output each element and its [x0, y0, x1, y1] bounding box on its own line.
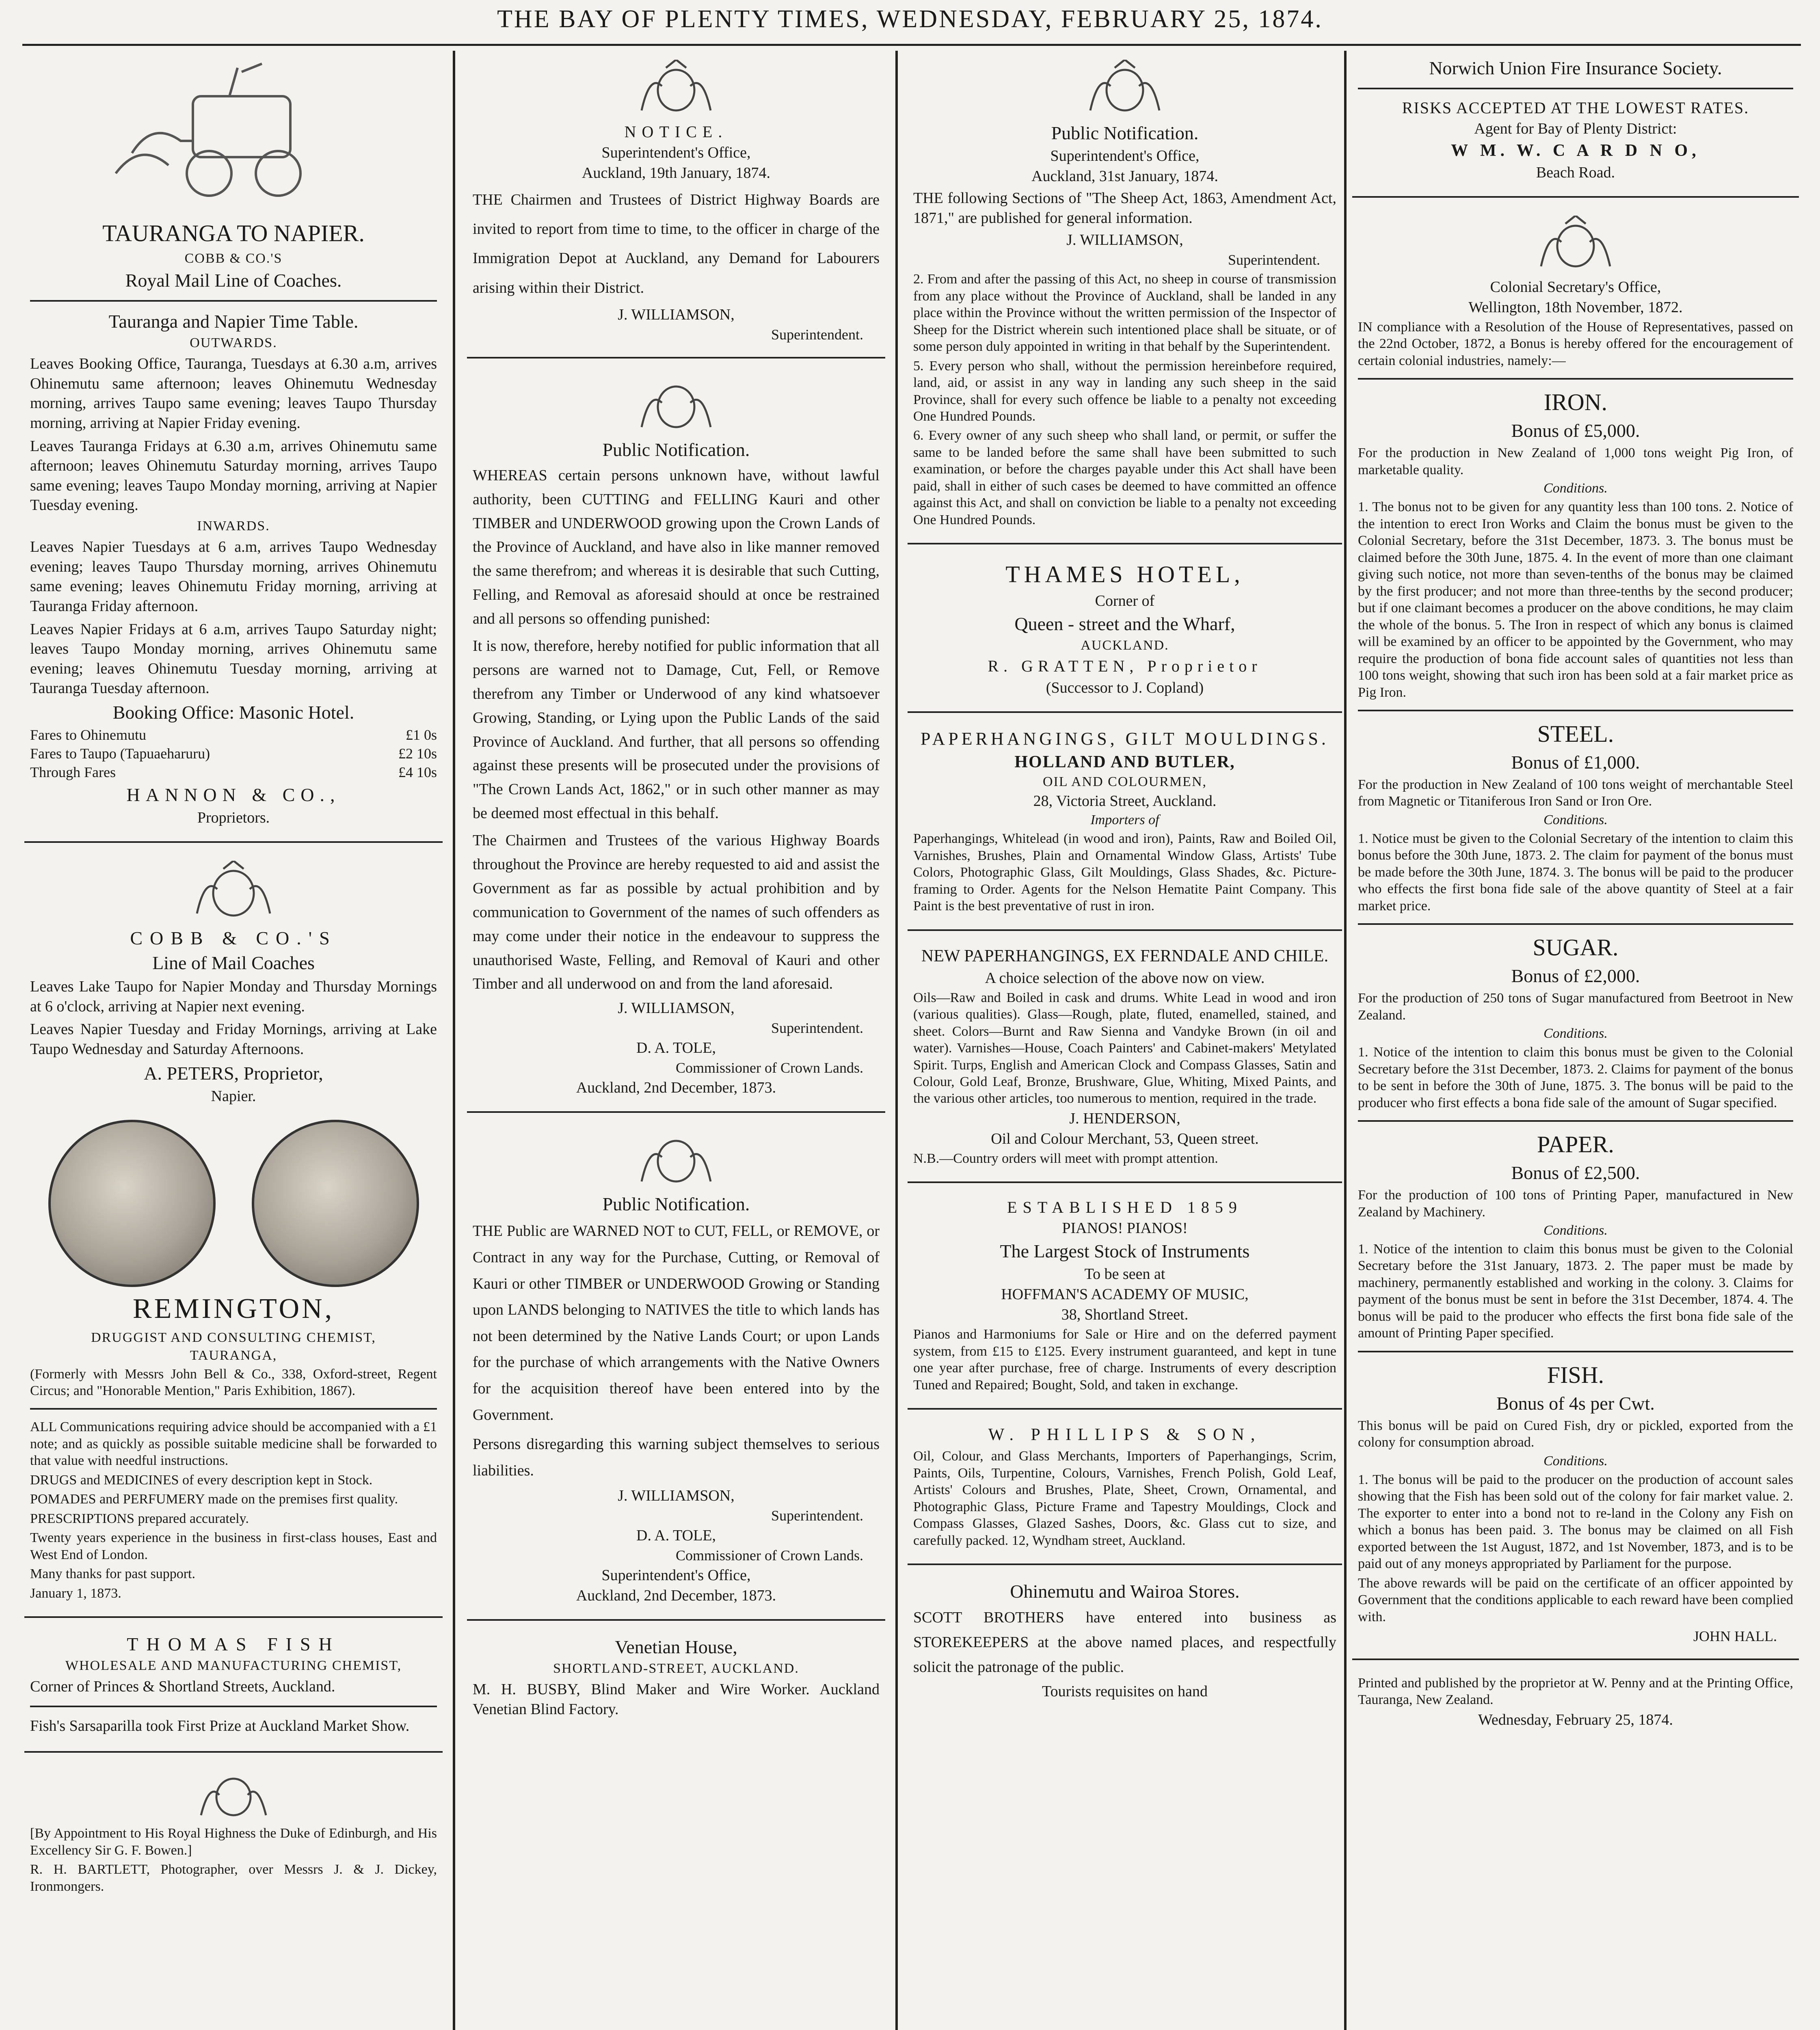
phillips-text: Oil, Colour, and Glass Merchants, Importers of Paperhangings, Scrim, Paints, Oils, Turpentine, Colours, Varnishes, French Polish, Gold Leaf, Artists' Colours and Brushes, Plate, Sheet, Crown, Ornamental, and Photographic Glass, Picture Frame and Tapestry Mouldings, Clock and Compass Glasses, Glazed Sashes, Doors, &c. Glass cut to size, and carefully packed. 12, Wyndham street, Auckland. [913, 1449, 1336, 1548]
sugar-conditions: 1. Notice of the intention to claim this bonus must be given to the Colonial Secretary before the 31st December, 1873. 2. Claims for payment of the bonus to be sent in before the 30th of June, 1875. 3. The bonus will be paid to the producer who first effects a bona fide sale of the amount of Sugar specified. [1358, 1045, 1793, 1110]
imprint-text: Printed and published by the proprietor at W. Penny and at the Printing Office, Tauranga, New Zealand. [1358, 1675, 1793, 1708]
notification-date: Auckland, 31st January, 1874. [1031, 168, 1218, 185]
henderson-subtitle: Oil and Colour Merchant, 53, Queen street. [991, 1130, 1259, 1147]
inwards-text: Leaves Napier Fridays at 6 a.m, arrives Taupo Saturday night; leaves Taupo Monday morning, arrives Ohinemutu same evening; leaves Ohinemutu Tuesday morning, arriving at Tauranga Tuesday afternoon. [30, 620, 437, 697]
sugar-description: For the production of 250 tons of Sugar manufactured from Beetroot in New Zealand. [1358, 991, 1793, 1023]
notification-office: Superintendent's Office, [1050, 147, 1200, 164]
divider [24, 841, 443, 843]
bartlett-advertisement [24, 1762, 443, 1900]
notification-date: Auckland, 2nd December, 1873. [576, 1587, 776, 1605]
royal-mail-heading: Royal Mail Line of Coaches. [125, 270, 342, 291]
imprint [1352, 1669, 1799, 1734]
hoffman-name: HOFFMAN'S ACADEMY OF MUSIC, [1001, 1286, 1249, 1303]
royal-crest-icon [627, 60, 725, 117]
divider [1358, 1351, 1793, 1352]
sugar-bonus: Bonus of £2,000. [1511, 965, 1640, 987]
royal-crest-icon [1076, 60, 1174, 117]
divider [24, 1751, 443, 1753]
ohinemutu-advertisement [908, 1574, 1342, 1706]
fish-description: This bonus will be paid on Cured Fish, dry or pickled, exported from the colony for consumption abroad. [1358, 1418, 1793, 1450]
column-rule [1344, 51, 1347, 2030]
outwards-text: Leaves Tauranga Fridays at 6.30 a.m, arrives Ohinemutu same afternoon; leaves Ohinemutu Saturday morning, arrives Taupo same evening; leaves Taupo Monday morning, arriving at Napier Tuesday evening. [30, 437, 437, 514]
fish-bonus: Bonus of 4s per Cwt. [1496, 1393, 1655, 1414]
iron-description: For the production in New Zealand of 1,000 tons weight Pig Iron, of marketable quality. [1358, 445, 1793, 477]
bonus-notice [1352, 207, 1799, 1650]
iron-heading: IRON. [1543, 389, 1608, 416]
signature-name: J. WILLIAMSON, [618, 306, 735, 323]
fish-heading: THOMAS FISH [127, 1634, 340, 1655]
medal-icon [252, 1120, 419, 1287]
divider [1358, 710, 1793, 711]
signature-title: Superintendent. [771, 326, 863, 343]
henderson-note: N.B.—Country orders will meet with prompt attention. [913, 1151, 1218, 1166]
medal-icon [48, 1120, 216, 1287]
cobb-label: COBB & CO.'S [184, 251, 283, 266]
venetian-heading: Venetian House, [615, 1637, 737, 1658]
iron-bonus: Bonus of £5,000. [1511, 420, 1640, 441]
phillips-heading: W. PHILLIPS & SON, [988, 1425, 1262, 1445]
line-mail-heading: Line of Mail Coaches [152, 952, 315, 973]
ohinemutu-heading: Ohinemutu and Wairoa Stores. [1010, 1581, 1240, 1602]
iron-conditions: 1. The bonus not to be given for any quantity less than 100 tons. 2. Notice of the intention to erect Iron Works and Claim the bonus must be given to the Colonial Secretary, before the 31st December, 1873. 3. The bonus must be claimed before the 30th June, 1875. 4. In the event of more than one claimant giving such notice, not more than seven-tenths of the bonus may be claimed by the first producer; and not more than three-tenths by the second producer; but if one claimant becomes a producer on the above conditions, he may claim the whole of the bonus. 5. The Iron in respect of which any bonus is claimed will be examined by an officer to be appointed by the Government, who may require the production of bona fide account sales of quantities not less than 100 tons weight, showing that such iron has been sold at a fair market price as Pig Iron. [1358, 499, 1793, 700]
column-rule [895, 51, 898, 2030]
divider [1358, 1120, 1793, 1122]
remington-advertisement [24, 1111, 443, 1608]
remington-subtitle: DRUGGIST AND CONSULTING CHEMIST, [91, 1330, 376, 1345]
column-4 [1352, 51, 1799, 2030]
venetian-text: M. H. BUSBY, Blind Maker and Wire Worker. Auckland Venetian Blind Factory. [473, 1681, 880, 1718]
gratten-heading: R. GRATTEN, Proprietor [988, 657, 1262, 676]
paper-description: For the production of 100 tons of Printing Paper, manufactured in New Zealand by Machinery. [1358, 1188, 1793, 1220]
column-1 [24, 51, 443, 2030]
remington-heading: REMINGTON, [132, 1293, 335, 1324]
to-be-seen: To be seen at [1084, 1266, 1165, 1283]
divider [1352, 1659, 1799, 1660]
cobb-text: Leaves Napier Tuesday and Friday Mornings, arriving at Lake Taupo Wednesday and Saturday Afternoons. [30, 1021, 437, 1058]
conditions-heading: Conditions. [1543, 481, 1608, 496]
norwich-risks: RISKS ACCEPTED AT THE LOWEST RATES. [1402, 99, 1749, 117]
fish-conditions: 1. The bonus will be paid to the producer on the production of account sales showing that the Fish has been sold out of the colony for fair market value. 2. The exporter to enter into a bond not to re-land in the Colony any Fish on which a bonus has been paid. 3. The bonus may be claimed on all Fish exported between the 1st August, 1872, and 1st November, 1873, and is to be paid out of any moneys appropriated by Parliament for the purpose. [1358, 1472, 1793, 1572]
ohinemutu-text: SCOTT BROTHERS have entered into business as STOREKEEPERS at the above named places, and respectfully solicit the patronage of the public. [913, 1609, 1336, 1676]
divider [467, 357, 885, 358]
new-paperhangings-intro: A choice selection of the above now on view. [985, 969, 1265, 987]
signature-name: J. WILLIAMSON, [1066, 231, 1183, 249]
divider [1358, 923, 1793, 925]
fish-address: Corner of Princes & Shortland Streets, Auckland. [30, 1678, 335, 1695]
section-text: 2. From and after the passing of this Act, no sheep in course of transmission from any place without the Province of Auckland, shall be landed in any place within the Province without the written permission of the Inspector of Sheep for the District wherein such intentioned place shall be situate, or of some person duly appointed in writing in that behalf by the Superintendent. [913, 272, 1336, 354]
notice-heading: NOTICE. [624, 123, 728, 141]
booking-office: Booking Office: Masonic Hotel. [112, 702, 354, 723]
hoffman-advertisement [908, 1192, 1342, 1399]
conditions-heading: Conditions. [1543, 1026, 1608, 1041]
holland-address: 28, Victoria Street, Auckland. [1033, 793, 1217, 810]
norwich-heading: Norwich Union Fire Insurance Society. [1429, 58, 1722, 78]
outwards-text: Leaves Booking Office, Tauranga, Tuesdays at 6.30 a.m, arrives Ohinemutu same afternoon; leaves Ohinemutu Wednesday morning, arrives Taupo same evening; leaves Taupo Thursday morning, arriving at Napier Friday evening. [30, 355, 437, 432]
notification-heading: Public Notification. [602, 1194, 750, 1215]
remington-text: POMADES and PERFUMERY made on the premises first quality. [30, 1492, 398, 1507]
signature-name: J. WILLIAMSON, [618, 1000, 735, 1017]
signature-title: Commissioner of Crown Lands. [676, 1547, 863, 1564]
cobb-text: Leaves Lake Taupo for Napier Monday and Thursday Mornings at 6 o'clock, arriving at Napier next evening. [30, 978, 437, 1015]
steel-heading: STEEL. [1537, 720, 1614, 747]
divider [467, 1111, 885, 1113]
cardno-heading: W M. W. C A R D N O, [1451, 141, 1700, 160]
holland-subtitle: OIL AND COLOURMEN, [1042, 774, 1207, 790]
public-notification [467, 367, 885, 1103]
divider [908, 543, 1342, 544]
colonial-office: Colonial Secretary's Office, [1490, 279, 1661, 296]
remington-text: Many thanks for past support. [30, 1566, 196, 1582]
column-3 [908, 51, 1342, 2030]
divider [467, 1619, 885, 1621]
signature-title: Superintendent. [1228, 252, 1320, 268]
thames-city: AUCKLAND. [1081, 638, 1169, 653]
holland-text: Paperhangings, Whitelead (in wood and iron), Paints, Raw and Boiled Oil, Varnishes, Brushes, Plain and Ornamental Window Glass, Artists' Tube Colors, Photographic Glass, Gilt Mouldings, Glass Shades, &c. Picture-framing to Order. Agents for the Nelson Hematite Paint Company. This Paint is the best preventative of rust in iron. [913, 831, 1336, 914]
hoffman-text: Pianos and Harmoniums for Sale or Hire and on the deferred payment system, from £15 to £125. Every instrument guaranteed, and kept in tune one year after purchase, free of charge. Instruments of every description Tuned and Repaired; Bought, Sold, and taken in exchange. [913, 1327, 1336, 1393]
signature-title: Commissioner of Crown Lands. [676, 1060, 863, 1076]
ohinemutu-tourists: Tourists requisites on hand [1042, 1683, 1208, 1700]
notice-advertisement [467, 51, 885, 348]
bartlett-appointment: [By Appointment to His Royal Highness the Duke of Edinburgh, and His Excellency Sir G. F. Bowen.] [30, 1826, 437, 1858]
fish-subtitle: WHOLESALE AND MANUFACTURING CHEMIST, [65, 1658, 402, 1674]
notification-office: Superintendent's Office, [601, 1567, 751, 1584]
paper-conditions: 1. Notice of the intention to claim this bonus must be given to the Colonial Secretary before the 31st January, 1873. 2. The paper must be made by machinery, permanently established and working in the colony. 3. Claims for payment of the bonus must be sent in before the 31st December, 1874. 4. The bonus will be paid to the producer who effects the first bona fide sale of the amount of Printing Paper specified. [1358, 1242, 1793, 1341]
royal-crest-icon [1527, 216, 1624, 272]
divider [908, 1181, 1342, 1183]
remington-formerly: (Formerly with Messrs John Bell & Co., 338, Oxford-street, Regent Circus; and "Honorable Mention," Paris Exhibition, 1867). [30, 1366, 437, 1398]
divider [1358, 88, 1793, 89]
outwards-heading: OUTWARDS. [190, 335, 277, 350]
henderson-name: J. HENDERSON, [1069, 1110, 1180, 1127]
divider [908, 1564, 1342, 1565]
sugar-heading: SUGAR. [1533, 934, 1619, 961]
notification-text: THE Public are WARNED NOT to CUT, FELL, or REMOVE, or Contract in any way for the Purchase, Cutting, or Removal of Kauri or other TIMBER or UNDERWOOD Growing or Standing upon LANDS belonging to NATIVES the title to which lands has not been determined by the Native Lands Court; or upon Lands for the purchase of which arrangements with the Native Owners for the acquisition thereof have been entered into by the Government. [473, 1222, 880, 1423]
royal-crest-icon [181, 861, 286, 922]
public-notification [467, 1122, 885, 1610]
thames-heading: THAMES HOTEL, [1005, 561, 1244, 588]
colonial-intro: IN compliance with a Resolution of the House of Representatives, passed on the 22nd October, 1872, a Bonus is hereby offered for the encouragement of certain colonial industries, namely:— [1358, 320, 1793, 368]
notification-text: THE following Sections of "The Sheep Act, 1863, Amendment Act, 1871," are published for general information. [913, 190, 1336, 227]
phillips-advertisement [908, 1419, 1342, 1555]
signature-name: D. A. TOLE, [636, 1527, 716, 1544]
thames-corner: Corner of [1095, 592, 1155, 610]
steel-description: For the production in New Zealand of 100 tons weight of merchantable Steel from Magnetic or Titaniferous Iron Sand or Iron Ore. [1358, 777, 1793, 809]
signature-name: J. WILLIAMSON, [618, 1487, 735, 1505]
rewards-text: The above rewards will be paid on the certificate of an officer appointed by Government that the conditions applicable to each reward have been complied with. [1358, 1575, 1793, 1624]
hoffman-address: 38, Shortland Street. [1061, 1306, 1189, 1324]
paper-heading: PAPER. [1537, 1131, 1614, 1158]
masthead-rule [22, 44, 1801, 46]
inwards-heading: INWARDS. [197, 518, 270, 533]
masthead: THE BAY OF PLENTY TIMES, WEDNESDAY, FEBRUARY 25, 1874. [497, 5, 1323, 33]
remington-text: ALL Communications requiring advice should be accompanied with a £1 note; and as quickly as possible suitable medicine shall be forwarded to that value with needful instructions. [30, 1419, 437, 1469]
notification-heading: Public Notification. [1051, 123, 1199, 143]
norwich-advertisement [1352, 51, 1799, 187]
section-text: 5. Every person who shall, without the permission hereinbefore required, land, aid, or assist in any way in landing any such sheep in the said Province, shall for every such offence be liable to a penalty not exceeding One Hundred Pounds. [913, 358, 1336, 424]
divider [908, 929, 1342, 931]
cobb-heading: COBB & CO.'S [130, 928, 337, 948]
remington-text: DRUGS and MEDICINES of every description kept in Stock. [30, 1472, 373, 1488]
remington-text: Twenty years experience in the business in first-class houses, East and West End of London. [30, 1530, 437, 1562]
coach-title: TAURANGA TO NAPIER. [102, 220, 365, 246]
bartlett-text: R. H. BARTLETT, Photographer, over Messrs J. & J. Dickey, Ironmongers. [30, 1862, 437, 1894]
notification-text: The Chairmen and Trustees of the various Highway Boards throughout the Province are hereby requested to aid and assist the Government as far as possible by actual prohibition and by communication to Government of the names of such offenders as may come under their notice in the endeavour to suppress the unauthorised Waste, Felling, and Removal of Kauri and other Timber and all underwood on and from the land aforesaid. [473, 832, 880, 993]
thames-hotel-advertisement [908, 553, 1342, 702]
venetian-address: SHORTLAND-STREET, AUCKLAND. [553, 1661, 799, 1676]
fare-row: Fares to Ohinemutu £1 0s [30, 727, 437, 743]
divider [908, 711, 1342, 713]
fare-row: Through Fares £4 10s [30, 764, 437, 780]
new-paperhangings-text: Oils—Raw and Boiled in cask and drums. White Lead in wood and iron (various qualities). Glass—Rough, plate, fluted, enamelled, stained, and sheet. Colors—Burnt and Raw Sienna and Vandyke Brown (in oil and water). Varnishes—House, Coach Painters' and Cabinet-makers' Metylated Spirit. Turps, English and American Clock and Compass Glasses, Satin and Colour, Gold Leaf, Bronze, Brushware, Glue, Whiting, Mixed Paints, and the various other articles, too numerous to mention, required in the trade. [913, 990, 1336, 1106]
inwards-text: Leaves Napier Tuesdays at 6 a.m, arrives Taupo Wednesday evening; leaves Taupo Thursday morning, arrives Ohinemutu same evening; leaves Ohinemutu Friday morning, arriving at Tauranga Friday afternoon. [30, 538, 437, 615]
signature-title: Superintendent. [771, 1507, 863, 1524]
norwich-agent: Agent for Bay of Plenty District: [1474, 120, 1677, 137]
henderson-advertisement [908, 940, 1342, 1173]
peters-subtitle: Napier. [211, 1087, 256, 1105]
pianos-heading: PIANOS! PIANOS! [1062, 1220, 1188, 1237]
colonial-date: Wellington, 18th November, 1872. [1468, 299, 1683, 316]
timetable-heading: Tauranga and Napier Time Table. [108, 311, 359, 332]
divider [30, 1408, 437, 1410]
divider [1352, 196, 1799, 198]
cardno-road: Beach Road. [1536, 164, 1615, 181]
divider [24, 1616, 443, 1618]
medals [30, 1120, 437, 1287]
notice-body: THE Chairmen and Trustees of District Highway Boards are invited to report from time to time, to the officer in charge of the Immigration Depot at Auckland, any Demand for Labourers arising within their District. [473, 191, 880, 296]
notification-text: Persons disregarding this warning subject themselves to serious liabilities. [473, 1436, 880, 1479]
remington-text: PRESCRIPTIONS prepared accurately. [30, 1511, 249, 1526]
largest-heading: The Largest Stock of Instruments [1000, 1241, 1250, 1262]
conditions-heading: Conditions. [1543, 812, 1608, 827]
section-text: 6. Every owner of any such sheep who shall land, or permit, or suffer the same to be landed before the same shall have been submitted to such examination, or before the charges payable under this Act shall have been paid, shall in either of such cases be deemed to have committed an offence against this Act, and shall on conviction be liable to a penalty not exceeding One Hundred Pounds. [913, 428, 1336, 527]
hannon-heading: HANNON & CO., [126, 784, 341, 805]
remington-place: TAURANGA, [190, 1348, 277, 1363]
column-rule [453, 51, 455, 2030]
holland-heading: HOLLAND AND BUTLER, [1014, 753, 1235, 772]
conditions-heading: Conditions. [1543, 1223, 1608, 1238]
new-paperhangings-heading: NEW PAPERHANGINGS, EX FERNDALE AND CHILE. [921, 946, 1329, 965]
remington-date: January 1, 1873. [30, 1585, 121, 1601]
notification-date: Auckland, 2nd December, 1873. [576, 1079, 776, 1097]
holland-importers: Importers of [1090, 812, 1159, 828]
royal-crest-icon [189, 1771, 278, 1819]
divider [30, 300, 437, 302]
steel-conditions: 1. Notice must be given to the Colonial Secretary of the intention to claim this bonus before the 30th June, 1873. 2. The claim for payment of the bonus must be made before the 30th June, 1874. 3. The bonus will be paid to the producer who effects the first bona fide sale of the above quantity of Steel at a fair market price. [1358, 831, 1793, 914]
divider [1358, 378, 1793, 380]
gratten-subtitle: (Successor to J. Copland) [1046, 679, 1204, 697]
coach-advertisement [24, 51, 443, 832]
paperhangings-heading: PAPERHANGINGS, GILT MOULDINGS. [920, 729, 1329, 749]
fish-heading: FISH. [1547, 1361, 1604, 1388]
royal-crest-icon [627, 1131, 725, 1188]
divider [908, 1408, 1342, 1410]
divider [30, 1706, 437, 1707]
conditions-heading: Conditions. [1543, 1453, 1608, 1469]
fish-prize: Fish's Sarsaparilla took First Prize at Auckland Market Show. [30, 1717, 410, 1734]
column-2 [467, 51, 885, 2030]
notice-office: Superintendent's Office, [601, 144, 751, 161]
signature-title: Superintendent. [771, 1020, 863, 1037]
notification-heading: Public Notification. [602, 439, 750, 460]
steel-bonus: Bonus of £1,000. [1511, 752, 1640, 773]
stagecoach-icon [108, 60, 359, 214]
notification-text: It is now, therefore, hereby notified for public information that all persons are warned not to Damage, Cut, Fell, or Remove therefrom any Timber or Underwood of any kind whatsoever Growing, Standing, or Lying upon the Public Lands of the said Province of Auckland. And further, that all persons so offending against these presents will be prosecuted under the provisions of "The Crown Lands Act, 1862," or in such other manner as may be deemed most effectual in this behalf. [473, 637, 880, 822]
fish-advertisement [24, 1627, 443, 1742]
hall-signature: JOHN HALL. [1693, 1628, 1777, 1644]
paper-bonus: Bonus of £2,500. [1511, 1162, 1640, 1183]
hannon-subtitle: Proprietors. [197, 809, 270, 826]
paperhangings-advertisement [908, 722, 1342, 920]
cobb-mail-advertisement [24, 852, 443, 1111]
royal-crest-icon [627, 376, 725, 433]
imprint-date: Wednesday, February 25, 1874. [1478, 1711, 1673, 1728]
peters-heading: A. PETERS, Proprietor, [144, 1063, 323, 1084]
notice-date: Auckland, 19th January, 1874. [582, 164, 770, 181]
venetian-advertisement [467, 1630, 885, 1726]
established-heading: ESTABLISHED 1859 [1007, 1198, 1243, 1217]
notification-text: WHEREAS certain persons unknown have, without lawful authority, been CUTTING and FELLING Kauri and other TIMBER and UNDERWOOD growing upon the Crown Lands of the Province of Auckland, and have also in like manner removed the same therefrom; and whereas it is desirable that such Cutting, Felling, and Removal as aforesaid should at once be restrained and all persons so offending punished: [473, 466, 880, 628]
fare-row: Fares to Taupo (Tapuaeharuru) £2 10s [30, 745, 437, 762]
sheep-notification [908, 51, 1342, 534]
thames-streets: Queen - street and the Wharf, [1014, 613, 1235, 635]
signature-name: D. A. TOLE, [636, 1039, 716, 1057]
